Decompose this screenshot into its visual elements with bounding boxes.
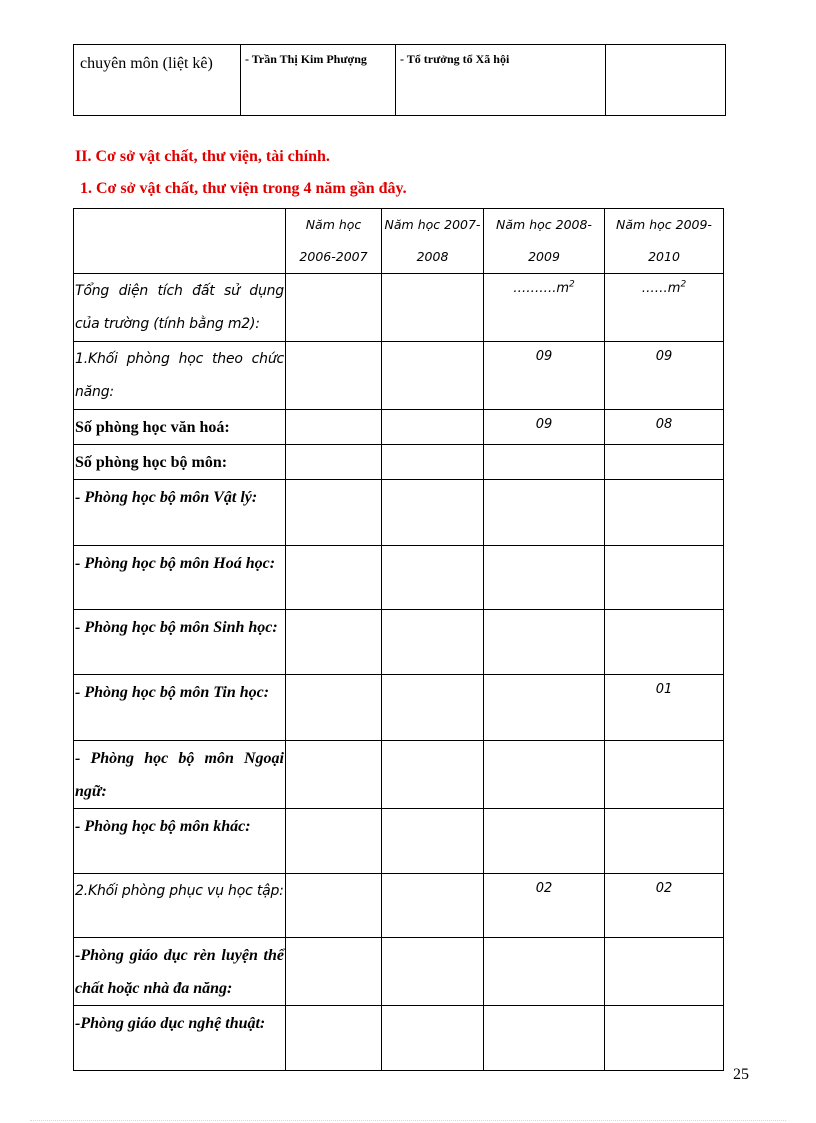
value-cell	[605, 546, 724, 610]
value-cell	[286, 741, 382, 809]
table-cell	[606, 45, 726, 116]
table-row	[74, 675, 724, 741]
value-cell	[286, 938, 382, 1006]
value-cell	[605, 809, 724, 874]
table-cell: chuyên môn (liệt kê)	[74, 45, 241, 116]
value-cell	[605, 480, 724, 546]
value-cell	[484, 445, 605, 480]
value-cell: $\dots\dots m^2$	[605, 274, 724, 342]
table-row	[74, 274, 724, 342]
row-label: Số phòng học bộ môn:	[74, 445, 286, 480]
row-label: 1.Khối phòng học theo chức năng:	[74, 342, 286, 410]
row-label: - Phòng học bộ môn Vật lý:	[74, 480, 286, 546]
value-cell: 09	[484, 410, 605, 445]
value-cell	[605, 610, 724, 675]
table-row	[74, 938, 724, 1006]
top-table-fragment	[73, 44, 726, 116]
value-cell	[286, 874, 382, 938]
row-label: -Phòng giáo dục nghệ thuật:	[74, 1006, 286, 1071]
header-cell: Năm học 2008-2009	[484, 209, 605, 274]
value-cell	[484, 809, 605, 874]
table-row	[74, 741, 724, 809]
header-cell: Năm học 2007-2008	[382, 209, 484, 274]
value-cell	[382, 809, 484, 874]
row-label: - Phòng học bộ môn khác:	[74, 809, 286, 874]
value-cell	[484, 741, 605, 809]
row-label: 2.Khối phòng phục vụ học tập:	[74, 874, 286, 938]
value-cell	[382, 610, 484, 675]
value-cell	[286, 610, 382, 675]
value-cell	[382, 741, 484, 809]
table-row	[74, 546, 724, 610]
table-row	[74, 480, 724, 546]
value-cell	[286, 809, 382, 874]
value-cell: $\dots\dots\dots.m^2$	[484, 274, 605, 342]
header-cell: Năm học 2006-2007	[286, 209, 382, 274]
value-cell	[605, 445, 724, 480]
table-header-row	[74, 209, 724, 274]
row-label: - Phòng học bộ môn Tin học:	[74, 675, 286, 741]
table-cell: - Trần Thị Kim Phượng	[241, 45, 396, 116]
value-cell	[382, 938, 484, 1006]
table-row	[74, 610, 724, 675]
table-row	[74, 874, 724, 938]
row-label: - Phòng học bộ môn Sinh học:	[74, 610, 286, 675]
header-cell	[74, 209, 286, 274]
footer-divider	[30, 1120, 786, 1121]
value-cell	[286, 480, 382, 546]
value-cell	[484, 480, 605, 546]
value-cell: 09	[605, 342, 724, 410]
header-cell: Năm học 2009-2010	[605, 209, 724, 274]
value-cell	[286, 342, 382, 410]
value-cell: 01	[605, 675, 724, 741]
value-cell	[382, 274, 484, 342]
value-cell	[382, 480, 484, 546]
table-row	[74, 809, 724, 874]
row-label: Số phòng học văn hoá:	[74, 410, 286, 445]
value-cell	[484, 546, 605, 610]
value-cell	[605, 1006, 724, 1071]
value-cell: 09	[484, 342, 605, 410]
page-number: 25	[733, 1066, 749, 1083]
value-cell	[382, 342, 484, 410]
table-row	[74, 342, 724, 410]
value-cell: 08	[605, 410, 724, 445]
value-cell	[286, 546, 382, 610]
value-cell	[286, 410, 382, 445]
value-cell: 02	[605, 874, 724, 938]
table-row	[74, 410, 724, 445]
value-cell	[382, 874, 484, 938]
value-cell: 02	[484, 874, 605, 938]
row-label: -Phòng giáo dục rèn luyện thể chất hoặc nhà đa năng:	[74, 938, 286, 1006]
table-row	[74, 1006, 724, 1071]
value-cell	[382, 445, 484, 480]
value-cell	[382, 410, 484, 445]
row-label: - Phòng học bộ môn Ngoại ngữ:	[74, 741, 286, 809]
value-cell	[286, 675, 382, 741]
value-cell	[286, 445, 382, 480]
row-label: Tổng diện tích đất sử dụng của trường (tính bằng m2):	[74, 274, 286, 342]
table-row	[74, 445, 724, 480]
value-cell	[605, 938, 724, 1006]
table-row	[74, 45, 726, 116]
section-heading: II. Cơ sở vật chất, thư viện, tài chính.	[75, 148, 330, 165]
value-cell	[382, 1006, 484, 1071]
value-cell	[605, 741, 724, 809]
value-cell	[484, 1006, 605, 1071]
value-cell	[286, 1006, 382, 1071]
value-cell	[484, 938, 605, 1006]
value-cell	[286, 274, 382, 342]
subsection-heading: 1. Cơ sở vật chất, thư viện trong 4 năm gần đây.	[80, 180, 407, 197]
value-cell	[484, 610, 605, 675]
table-cell: - Tổ trưởng tổ Xã hội	[396, 45, 606, 116]
row-label: - Phòng học bộ môn Hoá học:	[74, 546, 286, 610]
value-cell	[382, 675, 484, 741]
value-cell	[484, 675, 605, 741]
value-cell	[382, 546, 484, 610]
facilities-table	[73, 208, 724, 1071]
